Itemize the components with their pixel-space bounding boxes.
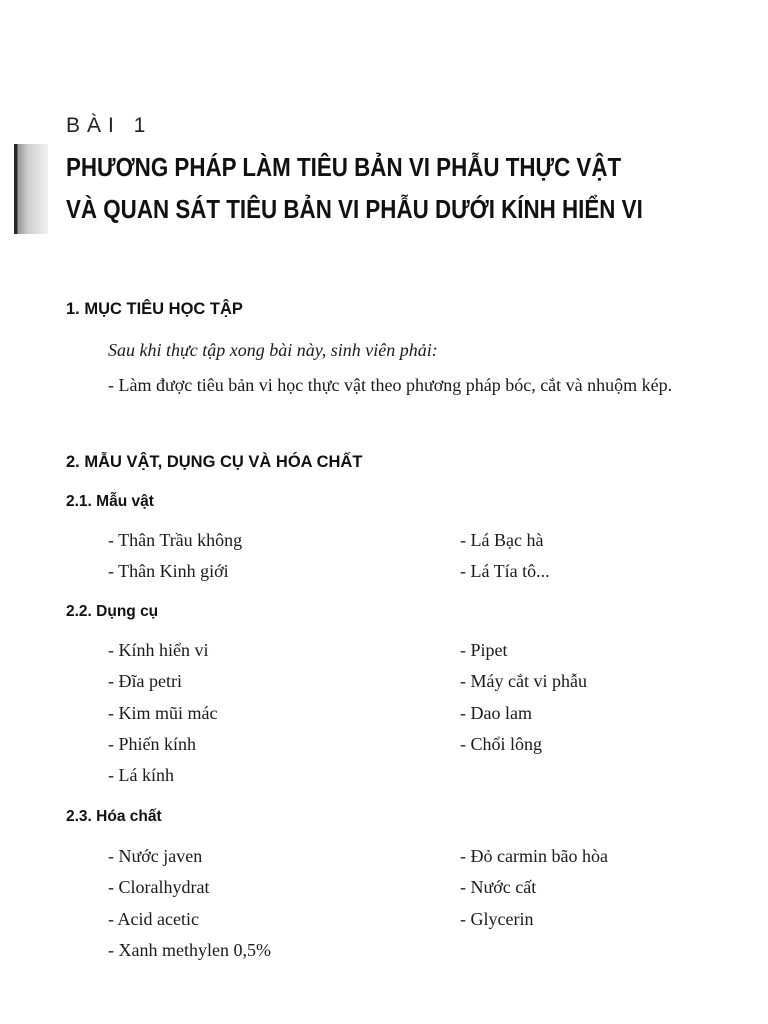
list-item: - Pipet: [460, 640, 508, 660]
tools-list-left: [108, 635, 217, 791]
list-item: - Kính hiển vi: [108, 640, 209, 660]
margin-bar-decoration: [14, 144, 48, 234]
specimens-list-left: [108, 525, 242, 588]
list-item: - Nước javen: [108, 846, 203, 866]
list-item: - Thân Kinh giới: [108, 561, 229, 582]
objectives-paragraph: - Làm được tiêu bản vi học thực vật theo phương pháp bóc, cắt và nhuộm kép.: [108, 375, 673, 395]
chemicals-list-left: [108, 841, 271, 966]
subsection-heading-specimens: 2.1. Mẫu vật: [66, 493, 154, 510]
list-item: - Xanh methylen 0,5%: [108, 939, 271, 960]
list-item: - Máy cắt vi phẫu: [460, 671, 587, 692]
title-line-2: VÀ QUAN SÁT TIÊU BẢN VI PHẪU DƯỚI KÍNH HIỂN VI: [66, 194, 643, 224]
subsection-heading-tools: 2.2. Dụng cụ: [66, 603, 159, 620]
list-item: - Lá Tía tô...: [460, 561, 550, 582]
objectives-intro: Sau khi thực tập xong bài này, sinh viên phải:: [108, 340, 438, 360]
list-item: - Nước cất: [460, 877, 537, 898]
list-item: - Lá Bạc hà: [460, 530, 544, 550]
lesson-label: BÀI 1: [66, 114, 153, 137]
chemicals-list-right: [460, 841, 608, 935]
list-item: - Chổi lông: [460, 733, 543, 754]
page-title: [66, 146, 643, 230]
list-item: - Đĩa petri: [108, 671, 182, 692]
list-item: - Phiến kính: [108, 733, 196, 754]
list-item: - Acid acetic: [108, 908, 199, 929]
list-item: - Dao lam: [460, 702, 532, 723]
list-item: - Lá kính: [108, 765, 174, 786]
subsection-heading-chemicals: 2.3. Hóa chất: [66, 808, 162, 825]
list-item: - Glycerin: [460, 908, 534, 929]
title-line-1: PHƯƠNG PHÁP LÀM TIÊU BẢN VI PHẪU THỰC VẬT: [66, 152, 622, 182]
section-heading-objectives: 1. MỤC TIÊU HỌC TẬP: [66, 300, 243, 318]
section-heading-materials: 2. MẪU VẬT, DỤNG CỤ VÀ HÓA CHẤT: [66, 453, 363, 471]
list-item: - Thân Trầu không: [108, 530, 243, 550]
list-item: - Cloralhydrat: [108, 877, 210, 898]
list-item: - Kim mũi mác: [108, 702, 218, 723]
specimens-list-right: [460, 525, 550, 588]
tools-list-right: [460, 635, 587, 760]
list-item: - Đỏ carmin bão hòa: [460, 846, 608, 866]
